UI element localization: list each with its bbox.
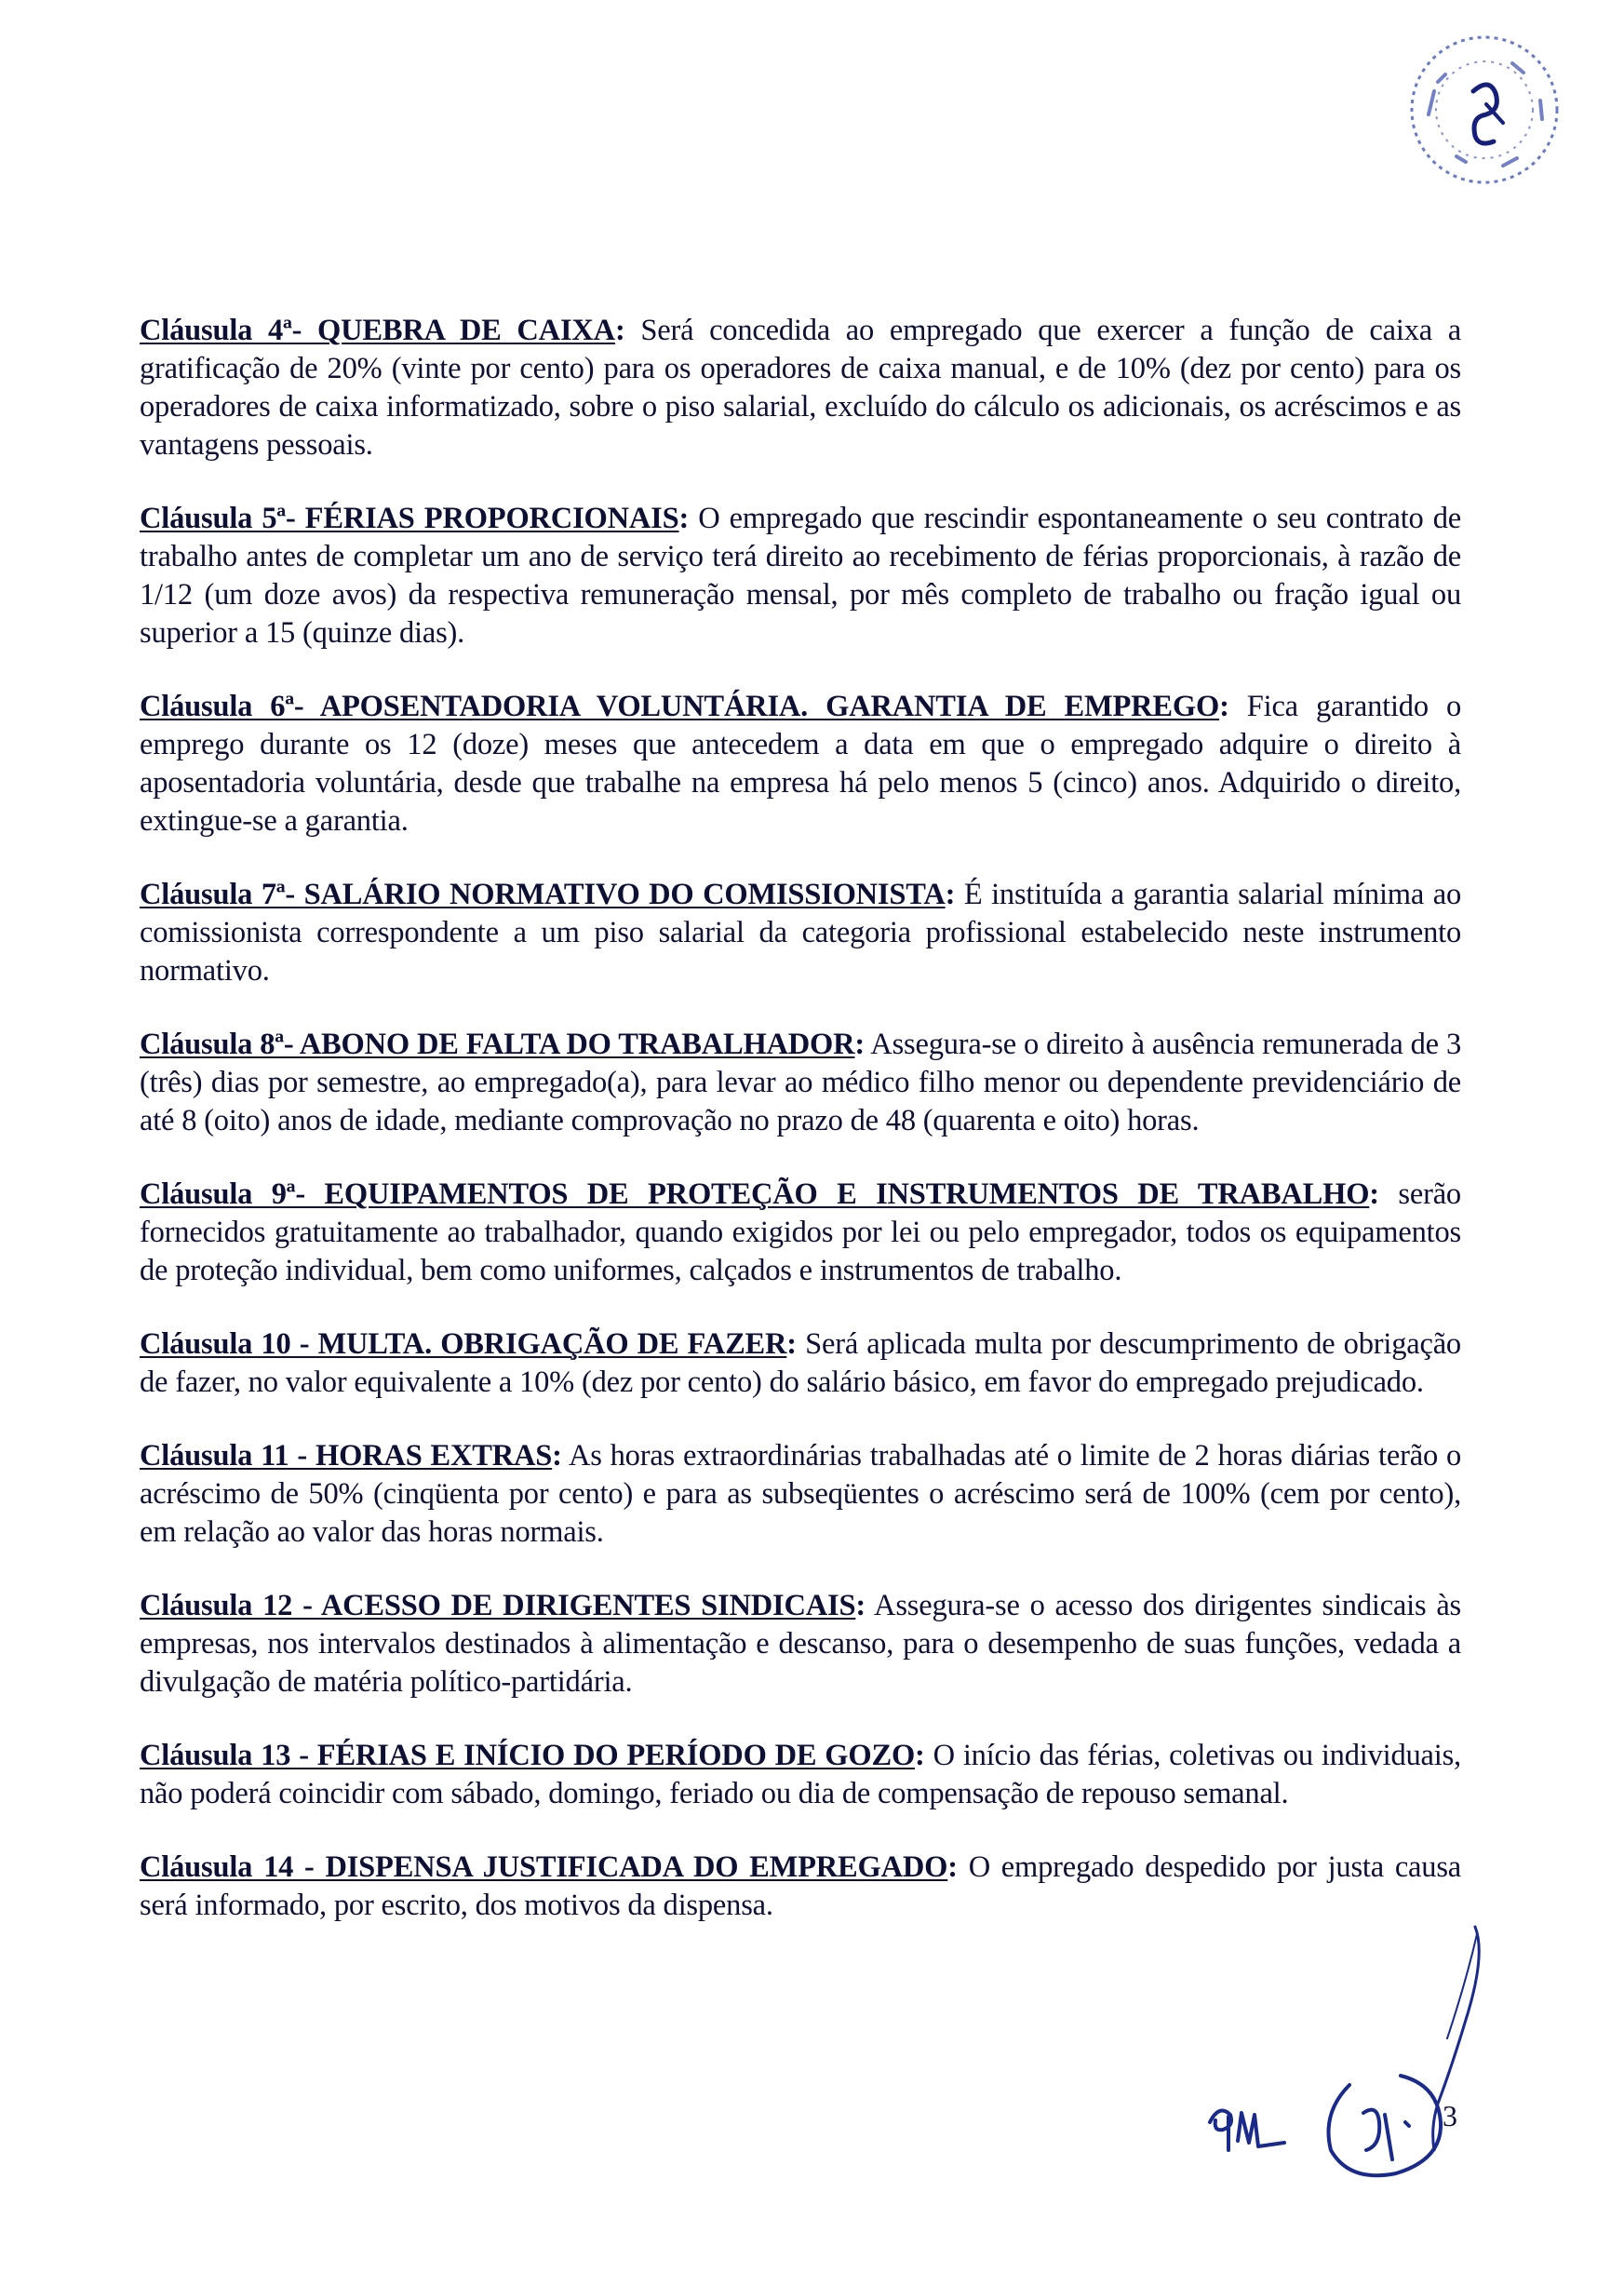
clause-heading: Cláusula 8ª- ABONO DE FALTA DO TRABALHADOR [140, 1028, 855, 1061]
clause-heading: Cláusula 9ª- EQUIPAMENTOS DE PROTEÇÃO E INSTRUMENTOS DE TRABALHO [140, 1177, 1370, 1211]
clause-5: Cláusula 5ª- FÉRIAS PROPORCIONAIS: O empregado que rescindir espontaneamente o seu contrato de trabalho antes de completar um ano de serviço terá direito ao recebimento de férias proporcionais, à razão de 1/12 (um doze avos) da respectiva remuneração mensal, por mês completo de trabalho ou fração igual ou superior a 15 (quinze dias). [140, 502, 1461, 650]
clause-text: Fica garantido o emprego durante os 12 (doze) meses que antecedem a data em que o empregado adquire o direito à aposentadoria voluntária, desde que trabalhe na empresa há pelo menos 5 (cinco) anos. Adquirido o direito, extingue-se a garantia. [140, 690, 1461, 838]
clause-9: Cláusula 9ª- EQUIPAMENTOS DE PROTEÇÃO E INSTRUMENTOS DE TRABALHO: serão fornecidos gratuitamente ao trabalhador, quando exigidos por lei ou pelo empregador, todos os equipamentos de proteção individual, bem como uniformes, calçados e instrumentos de trabalho. [140, 1177, 1461, 1287]
clause-10: Cláusula 10 - MULTA. OBRIGAÇÃO DE FAZER: Será aplicada multa por descumprimento de obrigação de fazer, no valor equivalente a 10% (dez por cento) do salário básico, em favor do empregado prejudicado. [140, 1327, 1461, 1399]
clause-6: Cláusula 6ª- APOSENTADORIA VOLUNTÁRIA. GARANTIA DE EMPREGO: Fica garantido o emprego durante os 12 (doze) meses que antecedem a data em que o empregado adquire o direito à aposentadoria voluntária, desde que trabalhe na empresa há pelo menos 5 (cinco) anos. Adquirido o direito, extingue-se a garantia. [140, 690, 1461, 838]
clause-text: Será concedida ao empregado que exercer a função de caixa a gratificação de 20% (vinte por cento) para os operadores de caixa manual, e de 10% (dez por cento) para os operadores de caixa informatizado, sobre o piso salarial, excluído do cálculo os adicionais, os acréscimos e as vantagens pessoais. [140, 314, 1461, 462]
clause-11: Cláusula 11 - HORAS EXTRAS: As horas extraordinárias trabalhadas até o limite de 2 horas diárias terão o acréscimo de 50% (cinqüenta por cento) e para as subseqüentes o acréscimo será de 100% (cem por cento), em relação ao valor das horas normais. [140, 1439, 1462, 1549]
clause-heading: Cláusula 11 - HORAS EXTRAS [140, 1439, 553, 1473]
clause-heading: Cláusula 13 - FÉRIAS E INÍCIO DO PERÍODO DE GOZO [140, 1739, 916, 1772]
clause-8: Cláusula 8ª- ABONO DE FALTA DO TRABALHADOR: Assegura-se o direito à ausência remunerada de 3 (três) dias por semestre, ao empregado(a), para levar ao médico filho menor ou dependente previdenciário de até 8 (oito) anos de idade, mediante comprovação no prazo de 48 (quarenta e oito) horas. [140, 1028, 1461, 1137]
clause-text: As horas extraordinárias trabalhadas até o limite de 2 horas diárias terão o acréscimo de 50% (cinqüenta por cento) e para as subseqüentes o acréscimo será de 100% (cem por cento), em relação ao valor das horas normais. [140, 1439, 1462, 1549]
clause-7: Cláusula 7ª- SALÁRIO NORMATIVO DO COMISSIONISTA: É instituída a garantia salarial mínima ao comissionista correspondente a um piso salarial da categoria profissional estabelecido neste instrumento normativo. [140, 878, 1461, 988]
clause-12: Cláusula 12 - ACESSO DE DIRIGENTES SINDICAIS: Assegura-se o acesso dos dirigentes sindicais às empresas, nos intervalos destinados à alimentação e descanso, para o desempenho de suas funções, vedada a divulgação de matéria político-partidária. [140, 1589, 1461, 1699]
clause-text: Assegura-se o direito à ausência remunerada de 3 (três) dias por semestre, ao empregado(a), para levar ao médico filho menor ou dependente previdenciário de até 8 (oito) anos de idade, mediante comprovação no prazo de 48 (quarenta e oito) horas. [140, 1028, 1461, 1137]
clause-heading: Cláusula 7ª- SALÁRIO NORMATIVO DO COMISSIONISTA [140, 878, 946, 911]
clause-13: Cláusula 13 - FÉRIAS E INÍCIO DO PERÍODO DE GOZO: O início das férias, coletivas ou individuais, não poderá coincidir com sábado, domingo, feriado ou dia de compensação de repouso semanal. [140, 1739, 1461, 1810]
handwritten-initials [1201, 2094, 1294, 2159]
clause-heading: Cláusula 5ª- FÉRIAS PROPORCIONAIS [140, 502, 679, 535]
clauses-body [140, 312, 1461, 1960]
clause-text: Assegura-se o acesso dos dirigentes sindicais às empresas, nos intervalos destinados à alimentação e descanso, para o desempenho de suas funções, vedada a divulgação de matéria político-partidária. [140, 1589, 1461, 1699]
notary-seal-stamp [1401, 26, 1568, 194]
clause-heading: Cláusula 6ª- APOSENTADORIA VOLUNTÁRIA. GARANTIA DE EMPREGO [140, 690, 1220, 723]
clause-text: O empregado que rescindir espontaneamente o seu contrato de trabalho antes de completar um ano de serviço terá direito ao recebimento de férias proporcionais, à razão de 1/12 (um doze avos) da respectiva remuneração mensal, por mês completo de trabalho ou fração igual ou superior a 15 (quinze dias). [140, 502, 1461, 650]
clause-text: serão fornecidos gratuitamente ao trabalhador, quando exigidos por lei ou pelo empregador, todos os equipamentos de proteção individual, bem como uniformes, calçados e instrumentos de trabalho. [140, 1177, 1461, 1287]
clause-heading: Cláusula 12 - ACESSO DE DIRIGENTES SINDICAIS [140, 1589, 856, 1622]
clause-heading: Cláusula 14 - DISPENSA JUSTIFICADA DO EMPREGADO [140, 1850, 948, 1884]
page-number: 3 [1443, 2099, 1457, 2132]
clause-text: O empregado despedido por justa causa será informado, por escrito, dos motivos da dispensa. [140, 1850, 1461, 1922]
clause-heading: Cláusula 10 - MULTA. OBRIGAÇÃO DE FAZER [140, 1327, 787, 1361]
clause-text: É instituída a garantia salarial mínima ao comissionista correspondente a um piso salarial da categoria profissional estabelecido neste instrumento normativo. [140, 878, 1461, 988]
clause-text: Será aplicada multa por descumprimento de obrigação de fazer, no valor equivalente a 10% (dez por cento) do salário básico, em favor do empregado prejudicado. [140, 1327, 1461, 1399]
clause-4: Cláusula 4ª- QUEBRA DE CAIXA: Será concedida ao empregado que exercer a função de caixa a gratificação de 20% (vinte por cento) para os operadores de caixa manual, e de 10% (dez por cento) para os operadores de caixa informatizado, sobre o piso salarial, excluído do cálculo os adicionais, os acréscimos e as vantagens pessoais. [140, 314, 1461, 462]
clause-heading: Cláusula 4ª- QUEBRA DE CAIXA [140, 314, 615, 347]
clause-text: O início das férias, coletivas ou individuais, não poderá coincidir com sábado, domingo, feriado ou dia de compensação de repouso semanal. [140, 1739, 1461, 1810]
clause-14: Cláusula 14 - DISPENSA JUSTIFICADA DO EMPREGADO: O empregado despedido por justa causa será informado, por escrito, dos motivos da dispensa. [140, 1850, 1461, 1922]
handwritten-rubric [1312, 2057, 1452, 2187]
